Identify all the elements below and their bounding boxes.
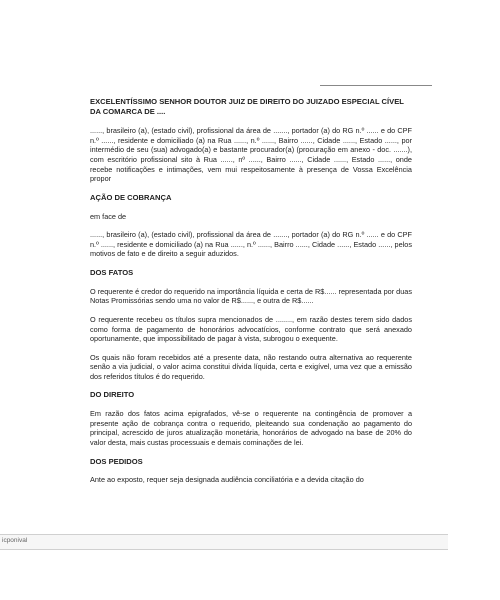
- plaintiff-qualification: ......, brasileiro (a), (estado civil), profissional da área de ......., portador (a) do RG n.º ...... e do CPF n.º ......, residente e domiciliado (a) na Rua ......, n.º ......, Bairro ......, Cidade ......, Estado ......, por intermédio de seu (sua) advogado(a) e bastante procurador(a) (procuração em anexo - doc. .......), com escritório profissional sito à Rua ......, nº ......, Bairro ......, Cidade ......, Estado ......, onde recebe notificações e intimações, vem mui respeitosamente à presença de Vossa Excelência propor: [90, 126, 412, 184]
- direito-paragraph-1: Em razão dos fatos acima epigrafados, vê-se o requerente na contingência de promover a presente ação de cobrança contra o requerido, pleiteando sua condenação ao pagamento do principal, acrescido de juros atualização monetária, honorários de advogado na base de 20% do valor desta, mais custas processuais e demais cominações de lei.: [90, 409, 412, 448]
- petition-document: [90, 97, 412, 485]
- pedidos-paragraph-1: Ante ao exposto, requer seja designada audiência conciliatória e a devida citação do: [90, 475, 364, 485]
- pedidos-heading: DOS PEDIDOS: [90, 456, 143, 466]
- fatos-paragraph-1: O requerente é credor do requerido na importância líquida e certa de R$...... representada por duas Notas Promissórias sendo uma no valor de R$......, e outra de R$......: [90, 286, 412, 306]
- em-face-text: em face de: [90, 211, 127, 221]
- action-heading: AÇÃO DE COBRANÇA: [90, 192, 172, 202]
- fatos-paragraph-3: Os quais não foram recebidos até a presente data, não restando outra alternativa ao requerente senão a via judicial, o valor acima constitui dívida líquida, certa e exigível, uma vez que a emissão dos referidos títulos é do requerido.: [90, 352, 412, 381]
- header-rule: [320, 85, 432, 86]
- direito-heading: DO DIREITO: [90, 390, 135, 400]
- document-title: EXCELENTÍSSIMO SENHOR DOUTOR JUIZ DE DIREITO DO JUIZADO ESPECIAL CÍVEL DA COMARCA DE ....: [90, 97, 404, 116]
- fatos-heading: DOS FATOS: [90, 267, 134, 277]
- footer-bar: [0, 534, 448, 550]
- defendant-qualification: ......, brasileiro (a), (estado civil), profissional da área de ......., portador (a) do RG n.º ...... e do CPF n.º ......, residente e domiciliado (a) na Rua ......, n.º ......, Bairro ......, Cidade ......, Estado ......, pelos motivos de fato e de direito a seguir aduzidos.: [90, 230, 412, 259]
- fatos-paragraph-2: O requerente recebeu os títulos supra mencionados de ........, em razão destes terem sido dados como forma de pagamento de honorários advocatícios, conforme contrato que será anexado oportunamente, que impossibilitado de pagar à vista, subrogou o exequente.: [90, 314, 412, 344]
- footer-label: icponival: [2, 537, 28, 544]
